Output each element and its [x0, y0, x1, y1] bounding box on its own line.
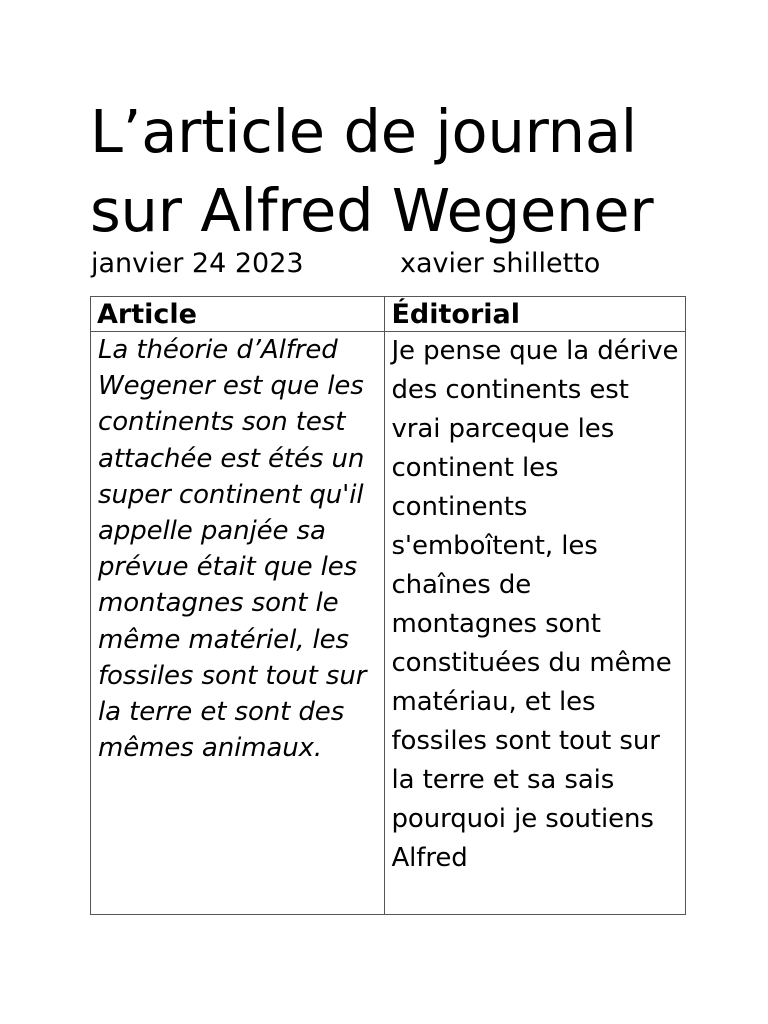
article-editorial-table: [90, 296, 686, 915]
article-cell: La théorie d’Alfred Wegener est que les continents son test attachée est étés un super continent qu'il appelle panjée sa prévue était que les montagnes sont le même matériel, les fossiles sont tout sur la terre et sont des mêmes animaux.: [91, 332, 385, 915]
header-article: Article: [91, 297, 385, 332]
header-editorial: Éditorial: [385, 297, 686, 332]
document-date: janvier 24 2023: [91, 248, 304, 279]
document-author: xavier shilletto: [400, 248, 601, 279]
editorial-cell: Je pense que la dérive des continents est vrai parceque les continent les continents s'emboîtent, les chaînes de montagnes sont constituées du même matériau, et les fossiles sont tout sur la terre et sa sais pourquoi je soutiens Alfred: [385, 332, 686, 915]
document-title: L’article de journal sur Alfred Wegener: [90, 97, 654, 245]
table-row: [91, 332, 686, 915]
table-header-row: [91, 297, 686, 332]
